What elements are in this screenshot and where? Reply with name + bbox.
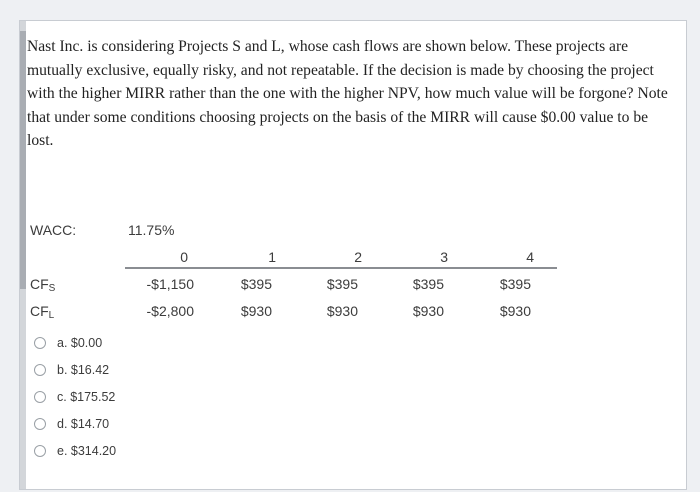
year-header-0: 0 xyxy=(180,249,188,265)
radio-button[interactable] xyxy=(34,391,46,403)
scrollbar[interactable] xyxy=(20,21,26,489)
radio-button[interactable] xyxy=(34,418,46,430)
answer-options xyxy=(34,329,116,464)
cfl-year-2: $930 xyxy=(326,303,358,319)
cfl-year-0: -$2,800 xyxy=(146,303,194,319)
row-label-cfl: $CF_L$ xyxy=(30,303,55,321)
option-label: c. $175.52 xyxy=(57,389,116,404)
row-label-cfs: $CF_S$ xyxy=(30,276,56,294)
cfl-year-1: $930 xyxy=(240,303,272,319)
option-e[interactable] xyxy=(34,437,116,464)
option-b[interactable] xyxy=(34,356,116,383)
question-text: Nast Inc. is considering Projects S and L, whose cash flows are shown below. These projects are mutually exclusive, equally risky, and not repeatable. If the decision is made by choosing the project with the higher MIRR rather than the one with the higher NPV, how much value will be forgone? Note that under some conditions choosing projects on the basis of the MIRR will cause $0.00 value to be lost. xyxy=(27,38,668,149)
radio-button[interactable] xyxy=(34,445,46,457)
cfs-year-2: $395 xyxy=(326,276,358,292)
option-label: d. $14.70 xyxy=(57,416,110,431)
radio-button[interactable] xyxy=(34,364,46,376)
radio-button[interactable] xyxy=(34,337,46,349)
option-c[interactable] xyxy=(34,383,116,410)
question-card xyxy=(19,20,687,490)
cfs-year-3: $395 xyxy=(412,276,444,292)
option-d[interactable] xyxy=(34,410,116,437)
wacc-label: WACC: xyxy=(30,222,77,238)
wacc-value: 11.75% xyxy=(128,222,175,238)
option-label: b. $16.42 xyxy=(57,362,110,377)
header-rule xyxy=(125,267,557,269)
cfl-year-3: $930 xyxy=(412,303,444,319)
option-label: a. $0.00 xyxy=(57,335,103,350)
scrollbar-thumb[interactable] xyxy=(20,31,26,289)
year-header-3: 3 xyxy=(440,249,448,265)
cfs-year-0: -$1,150 xyxy=(146,276,194,292)
year-header-2: 2 xyxy=(354,249,362,265)
option-a[interactable] xyxy=(34,329,116,356)
cfs-year-1: $395 xyxy=(240,276,272,292)
year-header-4: 4 xyxy=(526,249,534,265)
cfs-year-4: $395 xyxy=(499,276,531,292)
option-label: e. $314.20 xyxy=(57,443,117,458)
year-header-1: 1 xyxy=(268,249,276,265)
cfl-year-4: $930 xyxy=(499,303,531,319)
